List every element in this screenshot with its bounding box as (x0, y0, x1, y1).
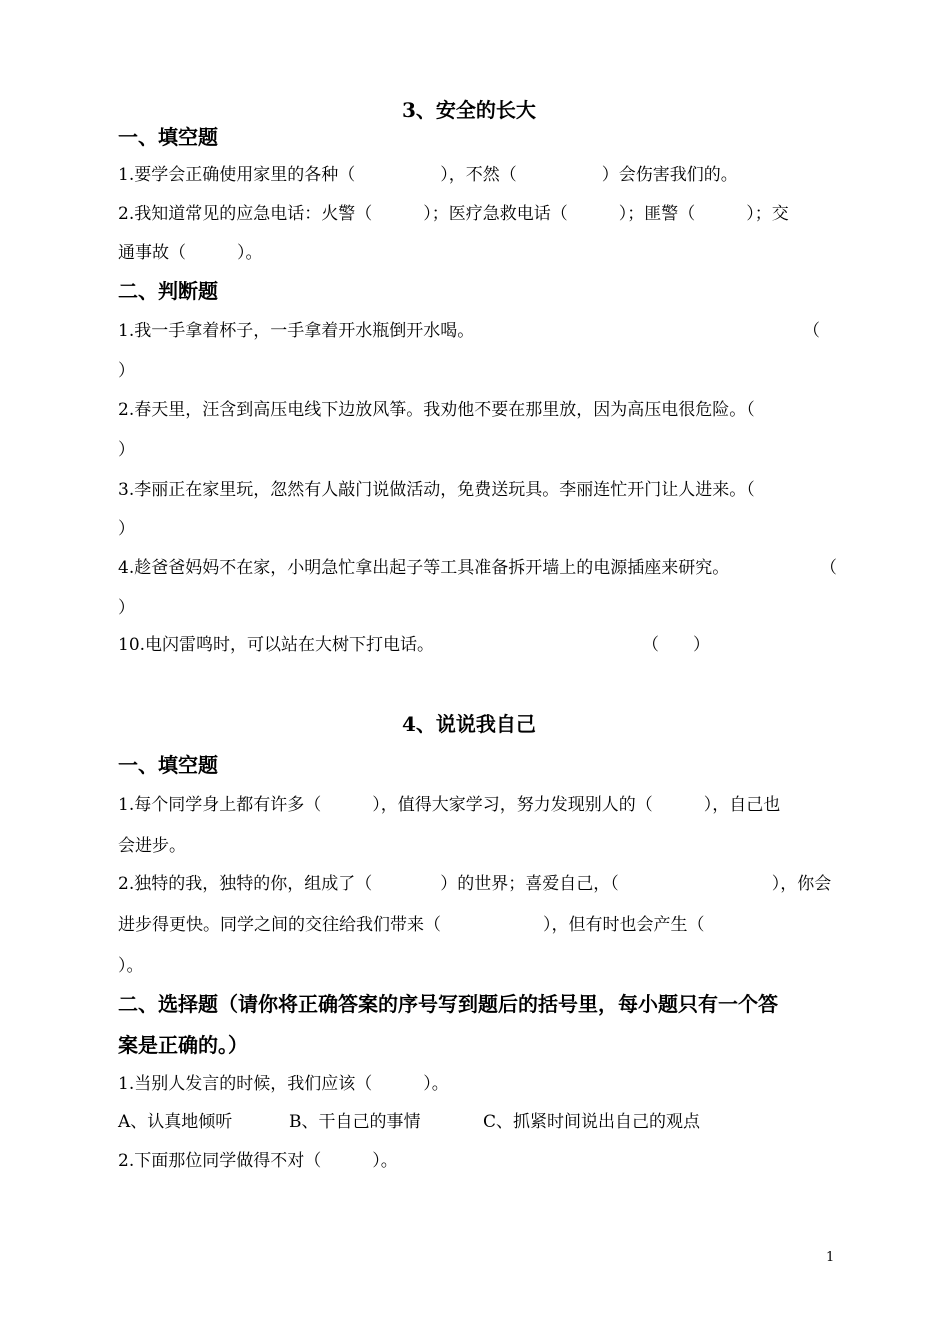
section3-fill-q2-line1: 2.我知道常见的应急电话：火警（ ）；医疗急救电话（ ）；匪警（ ）；交 (118, 204, 789, 224)
section3-fill-heading: 一、填空题 (118, 125, 218, 149)
section3-judge-q4-line1: 4.趁爸爸妈妈不在家，小明急忙拿出起子等工具准备拆开墙上的电源插座来研究。 (118, 558, 730, 578)
section3-judge-q4-paren: （ (820, 558, 837, 578)
section4-fill-q2-line3: ）。 (118, 956, 144, 976)
section4-choice-q1-option-a: A、认真地倾听 (118, 1112, 233, 1132)
section3-fill-q2-line2: 通事故（ ）。 (118, 243, 263, 263)
section3-title: 3、安全的长大 (402, 98, 536, 122)
section3-judge-q1-paren: （ (803, 321, 820, 341)
section3-judge-q10: 10.电闪雷鸣时，可以站在大树下打电话。 (118, 635, 435, 655)
section3-judge-q2-line1: 2.春天里，汪含到高压电线下边放风筝。我劝他不要在那里放，因为高压电很危险。（ (118, 400, 755, 420)
section4-choice-q1: 1.当别人发言的时候，我们应该（ ）。 (118, 1074, 449, 1094)
section4-choice-q1-option-c: C、抓紧时间说出自己的观点 (483, 1112, 701, 1132)
section4-choice-q1-option-b: B、干自己的事情 (289, 1112, 421, 1132)
section4-fill-q2-line2: 进步得更快。同学之间的交往给我们带来（ ），但有时也会产生（ (118, 915, 705, 935)
section3-judge-q1-line2: ） (118, 361, 135, 381)
section4-choice-heading-line2: 案是正确的。） (118, 1033, 248, 1057)
section3-judge-q3-line1: 3.李丽正在家里玩，忽然有人敲门说做活动，免费送玩具。李丽连忙开门让人进来。（ (118, 480, 755, 500)
section3-judge-heading: 二、判断题 (118, 279, 218, 303)
section4-title: 4、说说我自己 (402, 712, 536, 736)
section4-fill-q1-line2: 会进步。 (118, 836, 186, 856)
section4-fill-q2-line1: 2.独特的我，独特的你，组成了（ ）的世界；喜爱自己，（ ），你会 (118, 874, 832, 894)
section3-fill-q1: 1.要学会正确使用家里的各种（ ），不然（ ）会伤害我们的。 (118, 165, 738, 185)
section3-judge-q3-line2: ） (118, 519, 135, 539)
section4-choice-q2: 2.下面那位同学做得不对（ ）。 (118, 1151, 398, 1171)
section4-fill-q1-line1: 1.每个同学身上都有许多（ ），值得大家学习，努力发现别人的（ ），自己也 (118, 795, 781, 815)
section4-fill-heading: 一、填空题 (118, 753, 218, 777)
section3-judge-q2-line2: ） (118, 440, 135, 460)
section3-judge-q1-line1: 1.我一手拿着杯子，一手拿着开水瓶倒开水喝。 (118, 321, 475, 341)
section4-choice-heading-line1: 二、选择题（请你将正确答案的序号写到题后的括号里，每小题只有一个答 (118, 992, 778, 1016)
section3-judge-q4-line2: ） (118, 598, 135, 618)
page-number: 1 (826, 1250, 835, 1265)
section3-judge-q10-paren: （ ） (642, 635, 710, 655)
